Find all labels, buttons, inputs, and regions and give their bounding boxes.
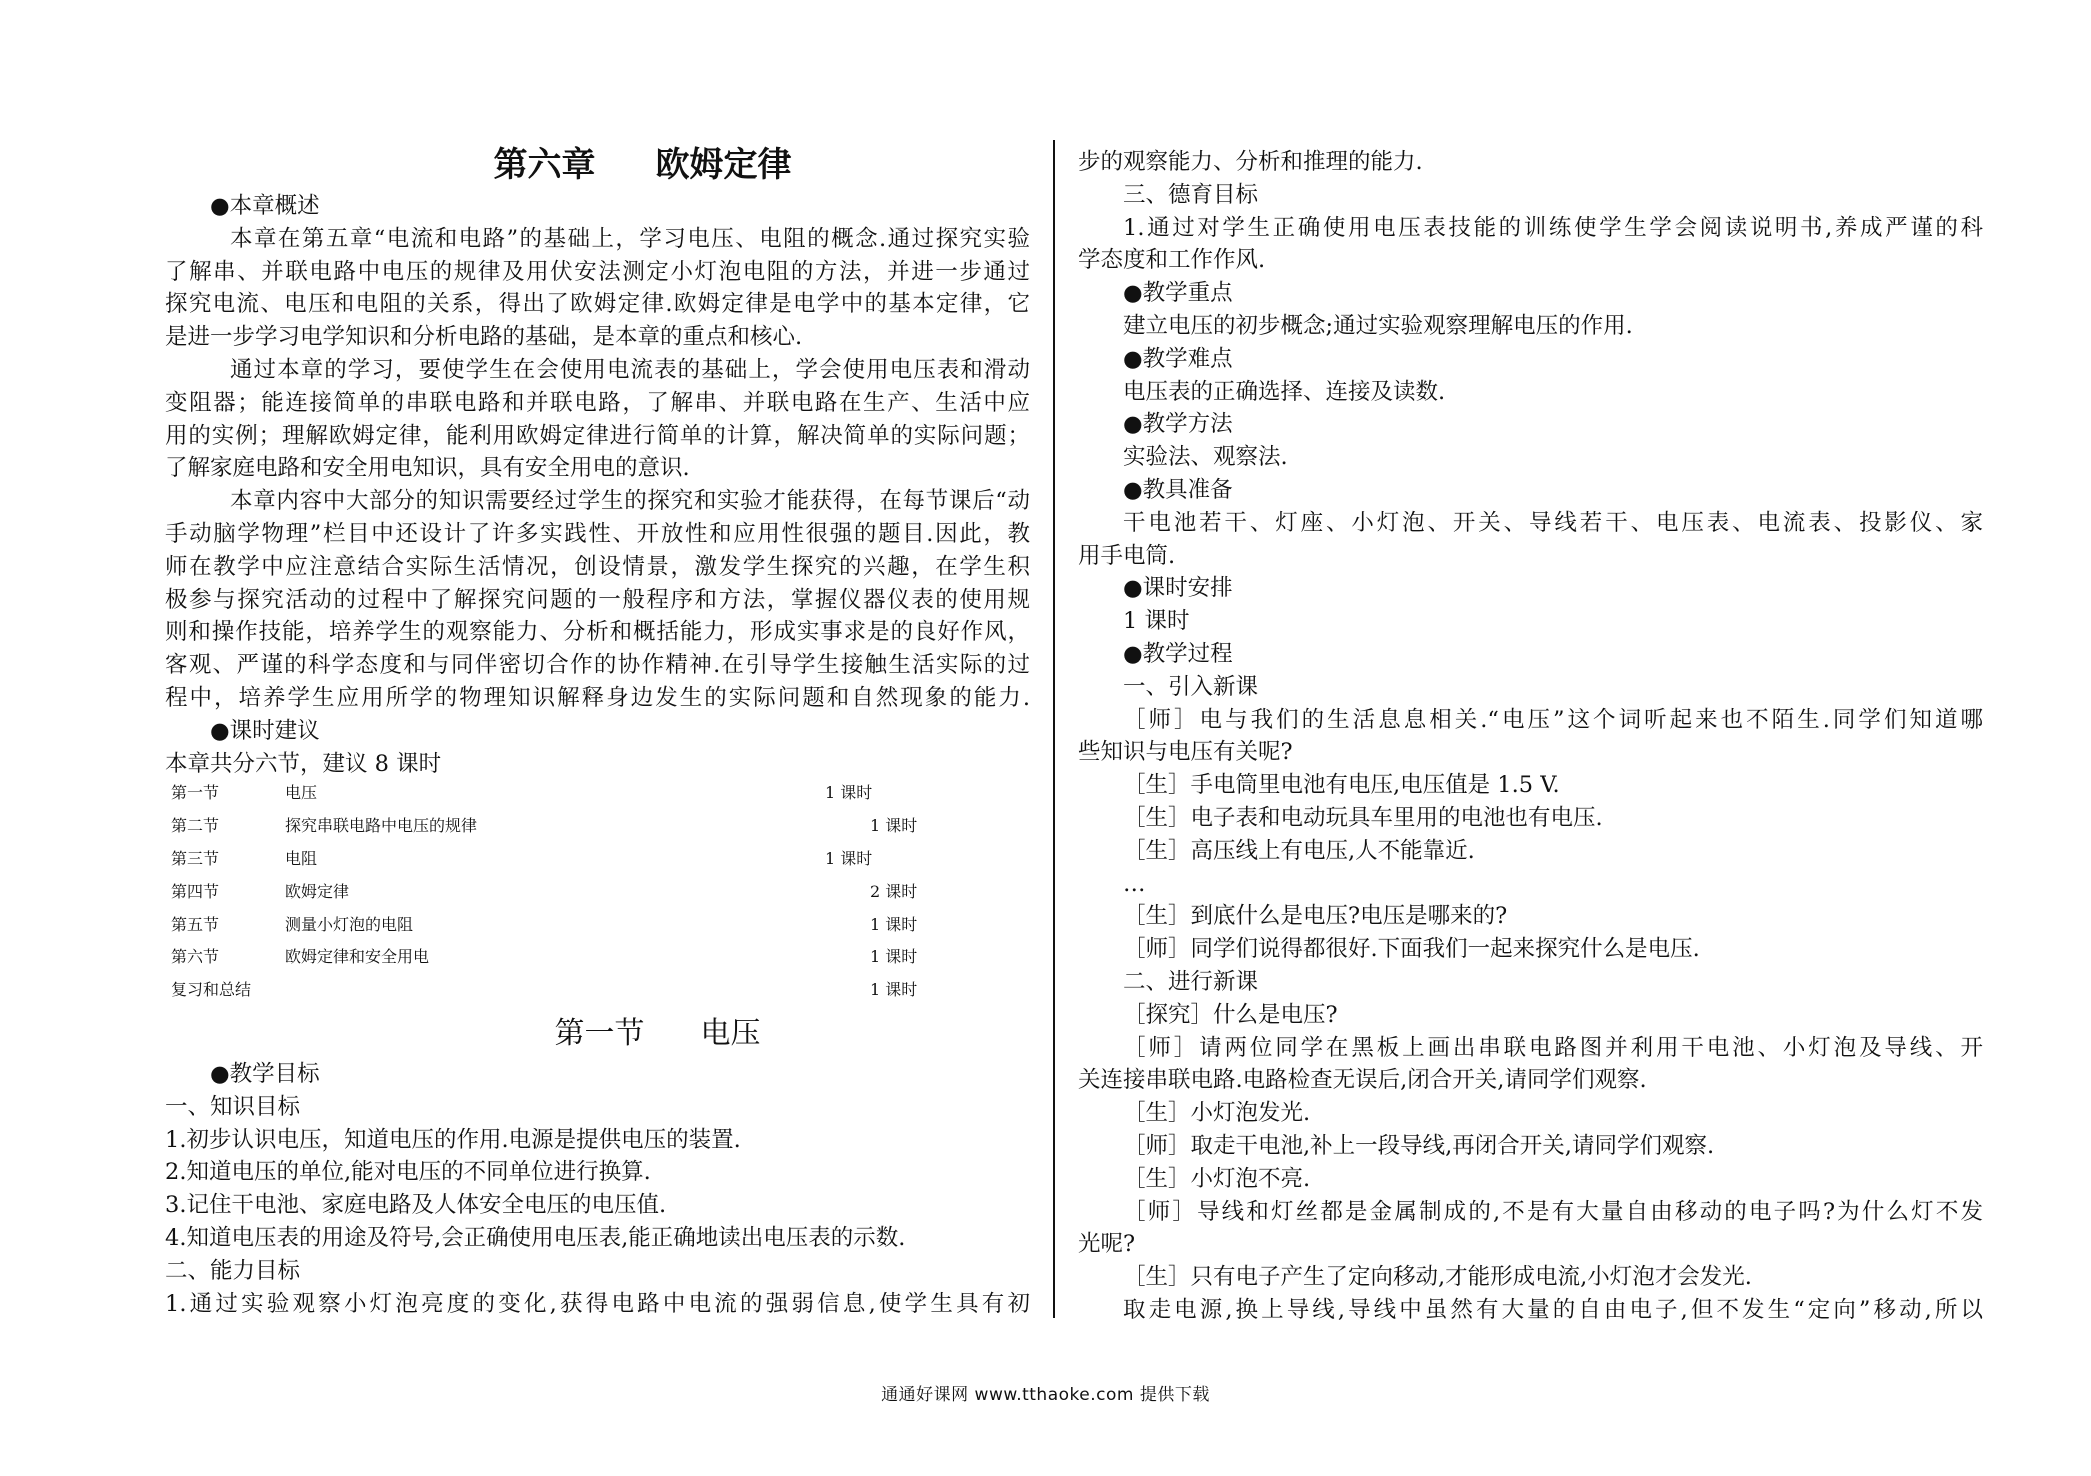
time-heading: ●课时安排 [1123,575,1233,602]
tools-heading: ●教具准备 [1123,476,1233,503]
ellipsis: … [1123,870,1146,897]
lesson-hours: 1 课时 [870,947,918,967]
paragraph-line: 本章在第五章“电流和电路”的基础上，学习电压、电阻的概念.通过探究实验 [230,225,1030,252]
dialogue-line: ［生］电子表和电动玩具车里用的电池也有电压. [1123,804,1603,831]
paragraph-line: 则和操作技能，培养学生的观察能力、分析和概括能力，形成实事求是的良好作风， [165,619,1030,646]
dialogue-line: ［生］到底什么是电压?电压是哪来的? [1123,903,1508,930]
lesson-hours: 1 课时 [870,914,918,934]
paragraph-line: 极参与探究活动的过程中了解探究问题的一般程序和方法，掌握仪器仪表的使用规 [165,586,1030,613]
paragraph-line: 程中，培养学生应用所学的物理知识解释身边发生的实际问题和自然现象的能力. [165,684,1030,711]
lesson-title: 测量小灯泡的电阻 [285,914,414,934]
paragraph-line: 手动脑学物理”栏目中还设计了许多实践性、开放性和应用性很强的题目.因此，教 [165,520,1030,547]
dialogue-line: ［师］同学们说得都很好.下面我们一起来探究什么是电压. [1123,936,1700,963]
intro-heading: 一、引入新课 [1123,673,1259,700]
chapter-name: 欧姆定律 [655,145,792,185]
key-heading: ●教学重点 [1123,280,1233,307]
moral-item-continued: 学态度和工作作风. [1078,247,1266,274]
moral-item: 1.通过对学生正确使用电压表技能的训练使学生学会阅读说明书,养成严谨的科 [1123,214,1983,241]
left-column [165,140,1030,1320]
time-text: 1 课时 [1123,608,1190,635]
page-footer: 通通好课网 www.tthaoke.com 提供下载 [881,1385,1210,1405]
knowledge-heading: 一、知识目标 [165,1093,301,1120]
goals-heading: ●教学目标 [210,1060,320,1087]
lesson-row [165,944,1030,977]
lesson-row [165,912,1030,945]
lesson-row [165,879,1030,912]
dialogue-line: 光呢? [1078,1231,1136,1258]
dialogue-line: ［生］小灯泡发光. [1123,1100,1311,1127]
lesson-number: 第三节 [171,848,220,868]
paragraph-line: 是进一步学习电学知识和分析电路的基础，是本章的重点和核心. [165,324,803,351]
section-title [165,1010,1030,1058]
dialogue-line: ［生］高压线上有电压,人不能靠近. [1123,837,1475,864]
lesson-title: 电压 [285,783,318,803]
new-lesson-heading: 二、进行新课 [1123,968,1259,995]
dialogue-line: ［师］请两位同学在黑板上画出串联电路图并利用干电池、小灯泡及导线、开 [1123,1034,1983,1061]
method-text: 实验法、观察法. [1123,444,1288,471]
review-hours: 1 课时 [870,980,918,1000]
difficulty-heading: ●教学难点 [1123,345,1233,372]
knowledge-item: 3.记住干电池、家庭电路及人体安全电压的电压值. [165,1192,667,1219]
lesson-number: 第四节 [171,881,220,901]
dialogue-line: ［生］手电筒里电池有电压,电压值是 1.5 V. [1123,772,1560,799]
tools-text: 干电池若干、灯座、小灯泡、开关、导线若干、电压表、电流表、投影仪、家 [1123,509,1983,536]
dialogue-line: ［师］电与我们的生活息息相关.“电压”这个词听起来也不陌生.同学们知道哪 [1123,706,1983,733]
lesson-hours: 1 课时 [870,816,918,836]
lesson-hours: 1 课时 [825,783,873,803]
dialogue-line: 些知识与电压有关呢? [1078,739,1293,766]
process-heading: ●教学过程 [1123,640,1233,667]
ability-item: 1.通过实验观察小灯泡亮度的变化,获得电路中电流的强弱信息,使学生具有初 [165,1290,1030,1317]
lesson-number: 第一节 [171,783,220,803]
dialogue-line: ［师］导线和灯丝都是金属制成的,不是有大量自由移动的电子吗?为什么灯不发 [1123,1198,1983,1225]
review-title: 复习和总结 [171,980,252,1000]
column-divider [1053,140,1055,1318]
dialogue-line: 关连接串联电路.电路检查无误后,闭合开关,请同学们观察. [1078,1067,1647,1094]
lesson-row [165,780,1030,813]
difficulty-text: 电压表的正确选择、连接及读数. [1123,378,1446,405]
right-column [1078,140,1983,1327]
lesson-title: 探究串联电路中电压的规律 [285,816,478,836]
section-name: 电压 [700,1015,761,1051]
ability-item-continued: 步的观察能力、分析和推理的能力. [1078,149,1423,175]
dialogue-line: ［师］取走干电池,补上一段导线,再闭合开关,请同学们观察. [1123,1132,1715,1159]
knowledge-item: 1.初步认识电压，知道电压的作用.电源是提供电压的装置. [165,1126,741,1153]
hours-intro: 本章共分六节，建议 8 课时 [165,750,442,777]
review-row [165,977,1030,1010]
knowledge-item: 2.知道电压的单位,能对电压的不同单位进行换算. [165,1159,651,1186]
lesson-number: 第六节 [171,947,220,967]
dialogue-line: ［生］小灯泡不亮. [1123,1165,1311,1192]
lesson-hours: 2 课时 [870,881,918,901]
paragraph-line: 取走电源,换上导线,导线中虽然有大量的自由电子,但不发生“定向”移动,所以 [1123,1296,1983,1323]
chapter-title [165,140,1030,190]
chapter-label: 第六章 [493,145,596,185]
paragraph-line: 变阻器；能连接简单的串联电路和并联电路，了解串、并联电路在生产、生活中应 [165,389,1030,416]
lesson-number: 第二节 [171,816,220,836]
key-text: 建立电压的初步概念;通过实验观察理解电压的作用. [1123,312,1633,339]
paragraph-line: 探究电流、电压和电阻的关系，得出了欧姆定律.欧姆定律是电学中的基本定律，它 [165,291,1030,318]
lesson-hours: 1 课时 [825,848,873,868]
lesson-title: 电阻 [285,848,318,868]
hours-heading: ●课时建议 [210,717,320,744]
tools-text-continued: 用手电筒. [1078,542,1176,569]
lesson-number: 第五节 [171,914,220,934]
paragraph-line: 了解家庭电路和安全用电知识，具有安全用电的意识. [165,455,690,482]
lesson-title: 欧姆定律 [285,881,350,901]
knowledge-item: 4.知道电压表的用途及符号,会正确使用电压表,能正确地读出电压表的示数. [165,1224,906,1251]
paragraph-line: 通过本章的学习，要使学生在会使用电流表的基础上，学会使用电压表和滑动 [230,356,1030,383]
paragraph-line: 用的实例；理解欧姆定律，能利用欧姆定律进行简单的计算，解决简单的实际问题； [165,422,1030,449]
lesson-row [165,846,1030,879]
section-label: 第一节 [554,1015,645,1051]
paragraph-line: 了解串、并联电路中电压的规律及用伏安法测定小灯泡电阻的方法，并进一步通过 [165,258,1030,285]
ability-heading: 二、能力目标 [165,1257,301,1284]
lesson-row [165,813,1030,846]
paragraph-line: 客观、严谨的科学态度和与同伴密切合作的协作精神.在引导学生接触生活实际的过 [165,652,1030,679]
paragraph-line: 师在教学中应注意结合实际生活情况，创设情景，激发学生探究的兴趣，在学生积 [165,553,1030,580]
moral-heading: 三、德育目标 [1123,181,1259,208]
dialogue-line: ［生］只有电子产生了定向移动,才能形成电流,小灯泡才会发光. [1123,1264,1752,1291]
overview-heading: ●本章概述 [210,193,320,219]
dialogue-line: ［探究］什么是电压? [1123,1001,1338,1028]
method-heading: ●教学方法 [1123,411,1233,438]
lesson-title: 欧姆定律和安全用电 [285,947,430,967]
paragraph-line: 本章内容中大部分的知识需要经过学生的探究和实验才能获得，在每节课后“动 [230,488,1030,515]
